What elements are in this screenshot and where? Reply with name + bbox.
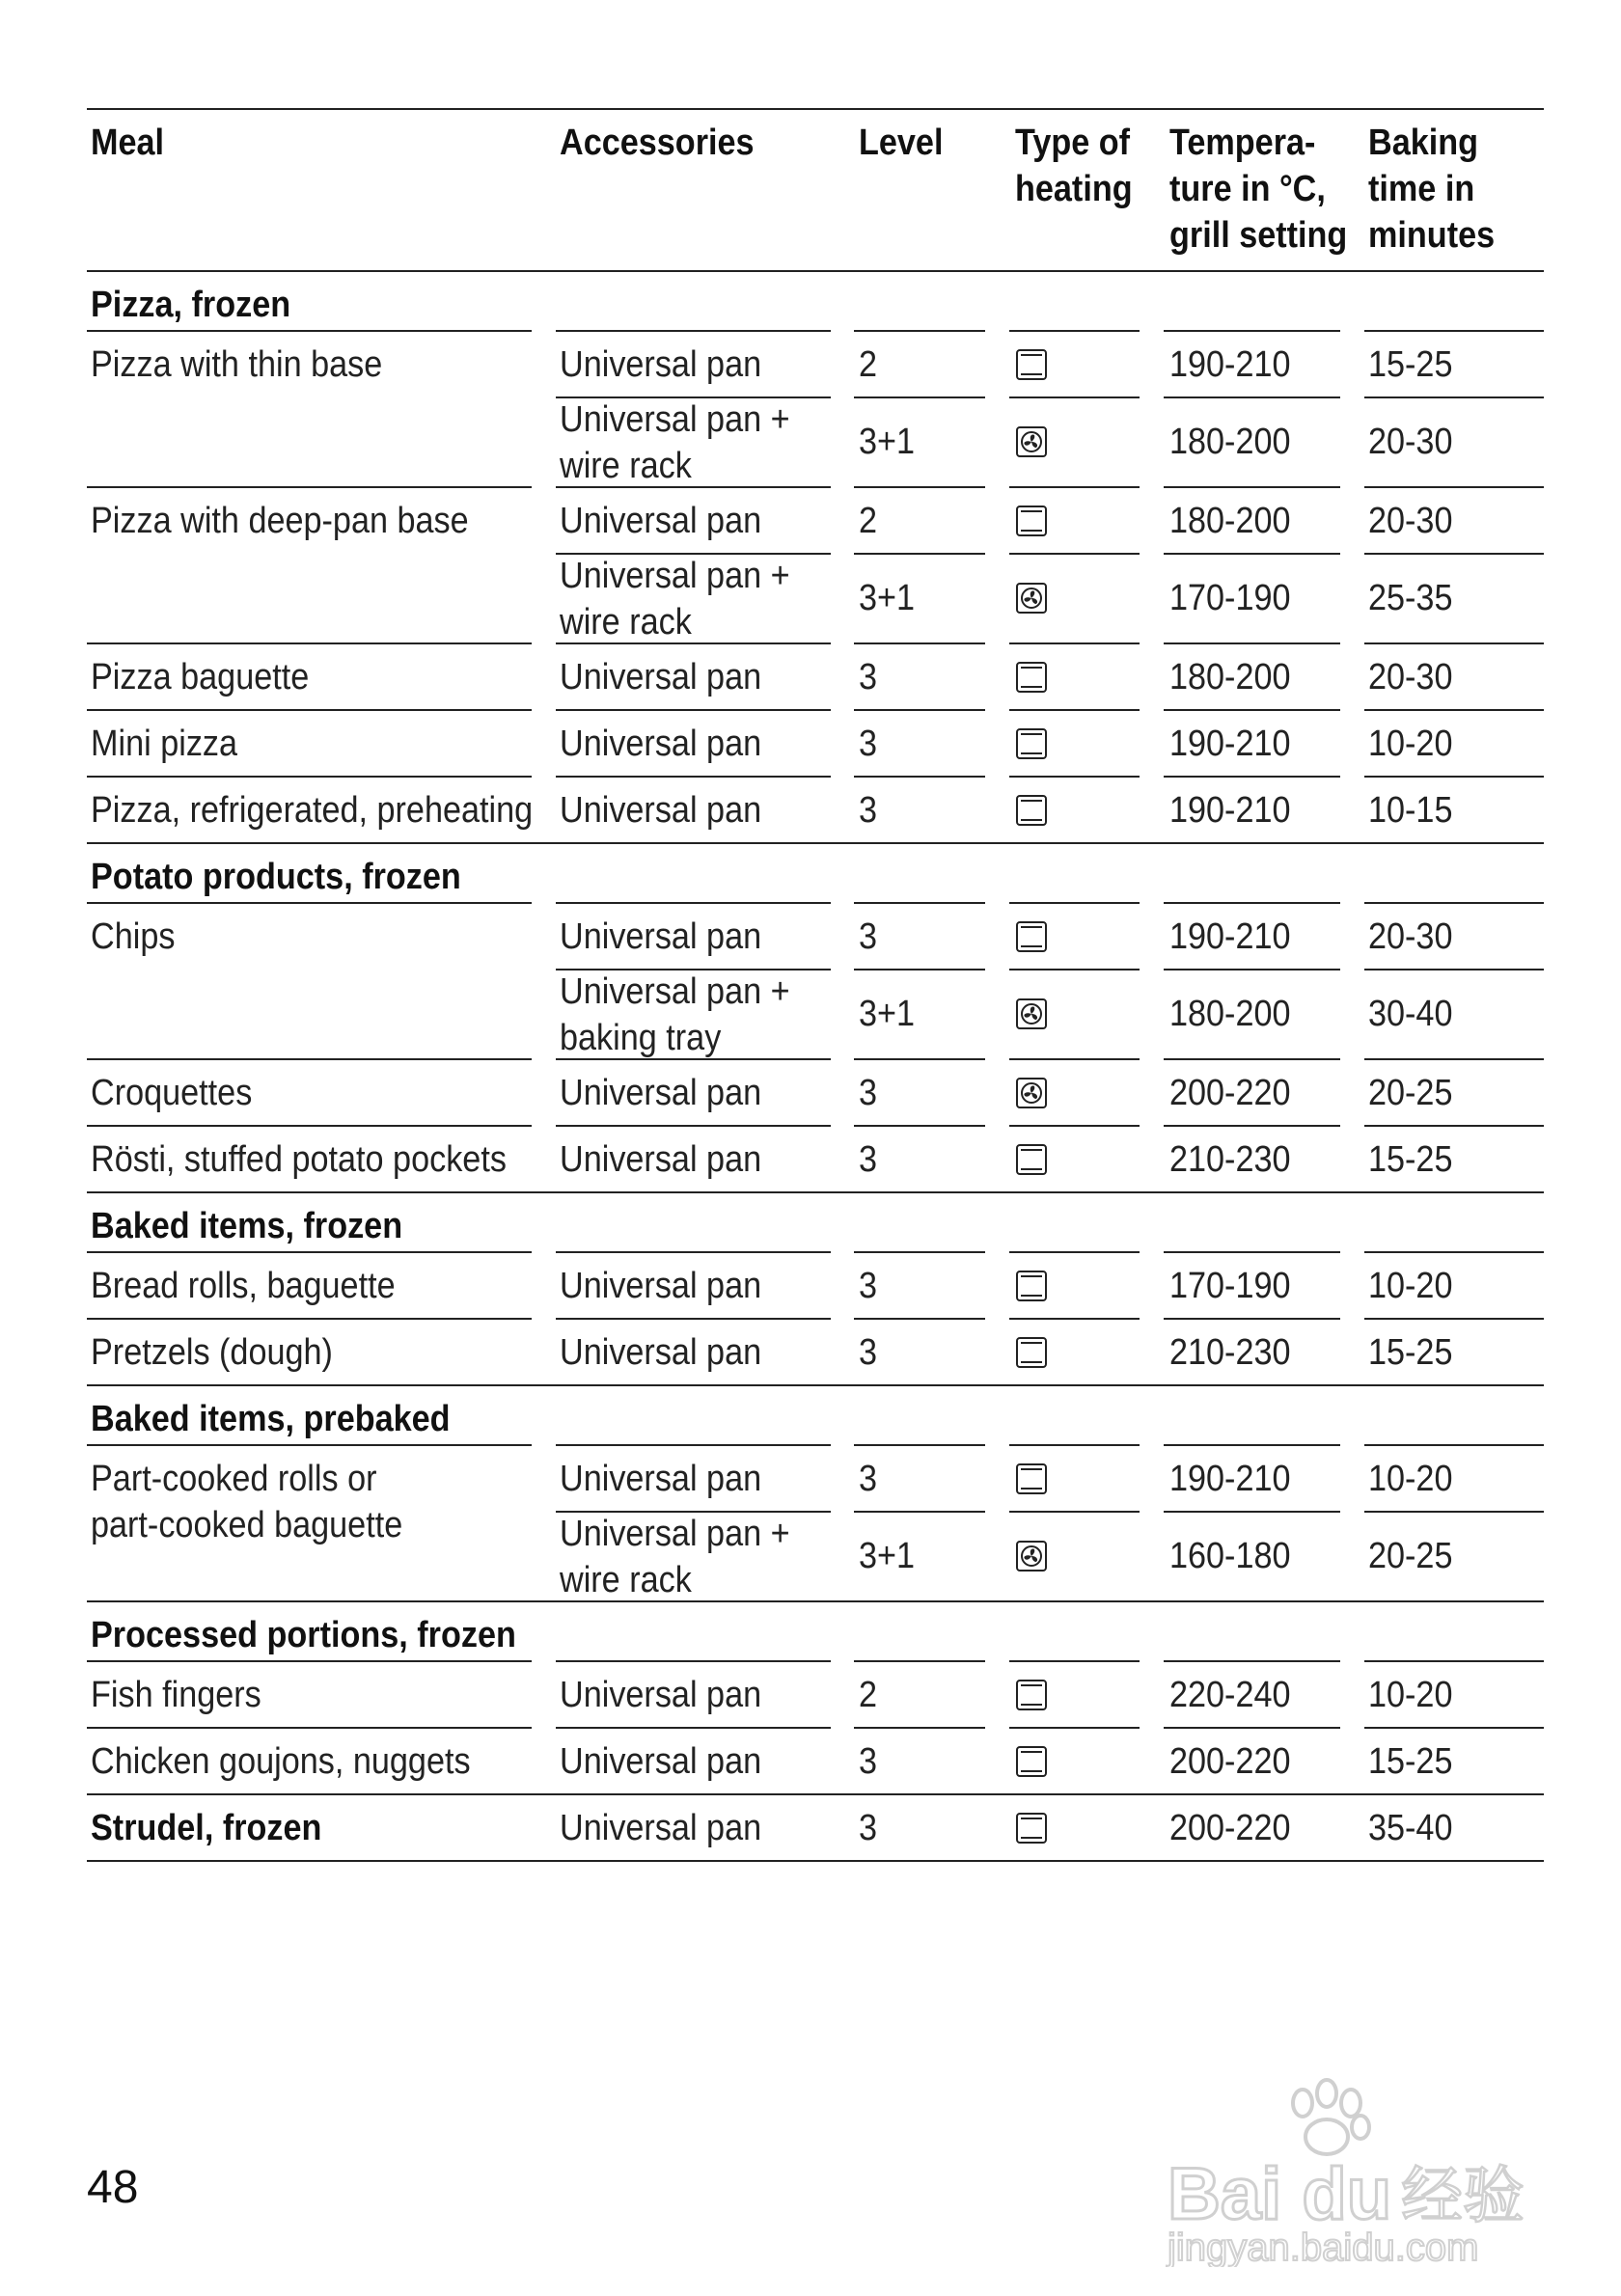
top-bottom-heat-icon: [1015, 794, 1048, 827]
baking-time-value: 10-20: [1368, 1675, 1453, 1715]
item-rule: [87, 1318, 532, 1320]
accessory: Universal pan: [560, 790, 762, 831]
item-rule: [1164, 642, 1340, 644]
section-title-rule: [556, 1660, 831, 1662]
item-rule: [1164, 776, 1340, 778]
level-value: 3: [859, 1139, 878, 1180]
top-bottom-heat-icon: [1015, 1143, 1048, 1176]
level-value: 3: [859, 916, 878, 957]
level-value: 3: [859, 1332, 878, 1373]
header-temperature-line: ture in °C,: [1169, 169, 1326, 209]
item-rule: [854, 1125, 985, 1127]
item-rule: [1364, 1125, 1544, 1127]
level-value: 3: [859, 1459, 878, 1499]
section-title: Processed portions, frozen: [91, 1615, 516, 1655]
item-rule: [854, 642, 985, 644]
item-rule: [1009, 776, 1140, 778]
accessory-line: wire rack: [560, 446, 692, 486]
item-rule: [87, 776, 532, 778]
paw-icon: [1293, 2080, 1369, 2154]
section-end-rule: [87, 1384, 1544, 1386]
section-title-rule: [1164, 1444, 1340, 1446]
section-title-rule: [556, 330, 831, 332]
item-rule: [1364, 776, 1544, 778]
section-title-rule: [1009, 1660, 1140, 1662]
level-value: 3: [859, 1741, 878, 1782]
meal-name: Pretzels (dough): [91, 1332, 333, 1373]
top-bottom-heat-icon: [1015, 1812, 1048, 1845]
row-rule: [1164, 396, 1340, 398]
item-rule: [1364, 1058, 1544, 1060]
row-rule: [1164, 969, 1340, 970]
level-value: 3: [859, 1073, 878, 1113]
section-title-rule: [1164, 1251, 1340, 1253]
level-value: 3+1: [859, 577, 916, 618]
section-title-rule: [87, 330, 532, 332]
section-title-inline: Strudel, frozen: [91, 1808, 322, 1848]
item-rule: [87, 642, 532, 644]
section-title-rule: [1364, 1660, 1544, 1662]
item-rule: [854, 1318, 985, 1320]
item-rule: [1009, 1727, 1140, 1729]
accessory-line: baking tray: [560, 1018, 722, 1058]
section-title-rule: [1009, 1251, 1140, 1253]
level-value: 3: [859, 724, 878, 764]
meal-name: Pizza with thin base: [91, 344, 383, 385]
meal-name: Pizza baguette: [91, 657, 310, 697]
temperature-value: 220-240: [1169, 1675, 1291, 1715]
accessory: Universal pan: [560, 1459, 762, 1499]
baking-time-value: 20-30: [1368, 501, 1453, 541]
meal-name: Rösti, stuffed potato pockets: [91, 1139, 507, 1180]
temperature-value: 190-210: [1169, 724, 1291, 764]
section-title: Pizza, frozen: [91, 285, 291, 325]
accessory: Universal pan: [560, 657, 762, 697]
temperature-value: 180-200: [1169, 657, 1291, 697]
section-title: Potato products, frozen: [91, 857, 461, 897]
top-bottom-heat-icon: [1015, 505, 1048, 537]
hot-air-fan-icon: [1015, 1077, 1048, 1109]
section-title-rule: [854, 1444, 985, 1446]
accessory: Universal pan: [560, 724, 762, 764]
page-number: 48: [87, 2162, 139, 2213]
top-bottom-heat-icon: [1015, 661, 1048, 694]
table-top-rule: [87, 108, 1544, 110]
section-title-rule: [1364, 1444, 1544, 1446]
section-title-rule: [854, 1251, 985, 1253]
meal-name: Chicken goujons, nuggets: [91, 1741, 471, 1782]
baking-time-value: 30-40: [1368, 993, 1453, 1034]
accessory-line: wire rack: [560, 1560, 692, 1600]
baking-time-value: 20-30: [1368, 916, 1453, 957]
header-time-line: Baking: [1368, 123, 1479, 163]
meal-name: Mini pizza: [91, 724, 238, 764]
item-rule: [854, 486, 985, 488]
section-end-rule: [87, 842, 1544, 844]
row-rule: [1364, 1511, 1544, 1513]
row-rule: [854, 969, 985, 970]
level-value: 2: [859, 344, 878, 385]
row-rule: [1009, 396, 1140, 398]
item-rule: [1364, 486, 1544, 488]
watermark-brand: Bai du: [1168, 2153, 1392, 2235]
section-title-rule: [87, 1444, 532, 1446]
temperature-value: 200-220: [1169, 1741, 1291, 1782]
accessory: Universal pan: [560, 1675, 762, 1715]
item-rule: [556, 642, 831, 644]
section-title: Baked items, frozen: [91, 1206, 403, 1246]
watermark-url: jingyan.baidu.com: [1168, 2227, 1479, 2267]
header-heating-line: heating: [1015, 169, 1133, 209]
meal-name: Part-cooked rolls or: [91, 1459, 377, 1499]
temperature-value: 180-200: [1169, 421, 1291, 462]
item-rule: [854, 1727, 985, 1729]
level-value: 3: [859, 1266, 878, 1306]
section-title-rule: [1164, 902, 1340, 904]
item-rule: [1364, 1318, 1544, 1320]
meal-name: Pizza with deep-pan base: [91, 501, 469, 541]
meal-name: Chips: [91, 916, 176, 957]
hot-air-fan-icon: [1015, 425, 1048, 458]
temperature-value: 190-210: [1169, 344, 1291, 385]
baking-time-value: 15-25: [1368, 344, 1453, 385]
item-rule: [556, 1125, 831, 1127]
item-rule: [556, 1727, 831, 1729]
header-meal: Meal: [91, 123, 165, 163]
item-rule: [87, 486, 532, 488]
item-rule: [1009, 486, 1140, 488]
section-end-rule: [87, 1600, 1544, 1602]
hot-air-fan-icon: [1015, 582, 1048, 615]
hot-air-fan-icon: [1015, 998, 1048, 1030]
header-temperature-line: Tempera-: [1169, 123, 1316, 163]
section-title-rule: [854, 1660, 985, 1662]
accessory: Universal pan: [560, 1808, 762, 1848]
meal-name: Pizza, refrigerated, preheating: [91, 790, 534, 831]
meal-name: part-cooked baguette: [91, 1505, 403, 1545]
section-title-rule: [1009, 330, 1140, 332]
temperature-value: 190-210: [1169, 916, 1291, 957]
item-rule: [1009, 1058, 1140, 1060]
accessory: Universal pan: [560, 1266, 762, 1306]
top-bottom-heat-icon: [1015, 1679, 1048, 1711]
item-rule: [854, 1058, 985, 1060]
temperature-value: 200-220: [1169, 1073, 1291, 1113]
temperature-value: 190-210: [1169, 1459, 1291, 1499]
top-bottom-heat-icon: [1015, 1745, 1048, 1778]
item-rule: [556, 776, 831, 778]
section-title-rule: [556, 902, 831, 904]
section-title-rule: [1164, 330, 1340, 332]
section-title-rule: [556, 1251, 831, 1253]
row-rule: [854, 396, 985, 398]
hot-air-fan-icon: [1015, 1540, 1048, 1572]
section-title-rule: [1009, 1444, 1140, 1446]
header-time-line: minutes: [1368, 215, 1496, 256]
level-value: 3+1: [859, 993, 916, 1034]
baking-time-value: 10-15: [1368, 790, 1453, 831]
baking-time-value: 20-25: [1368, 1535, 1453, 1576]
temperature-value: 210-230: [1169, 1139, 1291, 1180]
level-value: 3: [859, 657, 878, 697]
header-bottom-rule: [87, 270, 1544, 272]
level-value: 3: [859, 1808, 878, 1848]
item-rule: [1164, 486, 1340, 488]
row-rule: [854, 1511, 985, 1513]
accessory: Universal pan: [560, 1073, 762, 1113]
baking-time-value: 20-30: [1368, 421, 1453, 462]
item-rule: [87, 1058, 532, 1060]
row-rule: [1364, 969, 1544, 970]
baking-time-value: 10-20: [1368, 724, 1453, 764]
item-rule: [556, 486, 831, 488]
accessory-line: Universal pan +: [560, 556, 790, 596]
meal-name: Fish fingers: [91, 1675, 261, 1715]
row-rule: [1364, 396, 1544, 398]
section-title-rule: [854, 330, 985, 332]
row-rule: [1364, 553, 1544, 555]
accessory-line: Universal pan +: [560, 1514, 790, 1554]
accessory: Universal pan: [560, 501, 762, 541]
section-title-rule: [1164, 1660, 1340, 1662]
baking-time-value: 15-25: [1368, 1332, 1453, 1373]
accessory: Universal pan: [560, 344, 762, 385]
baking-time-value: 10-20: [1368, 1266, 1453, 1306]
top-bottom-heat-icon: [1015, 1270, 1048, 1302]
item-rule: [1009, 1125, 1140, 1127]
temperature-value: 190-210: [1169, 790, 1291, 831]
top-bottom-heat-icon: [1015, 1462, 1048, 1495]
item-rule: [87, 1727, 532, 1729]
baking-time-value: 10-20: [1368, 1459, 1453, 1499]
item-rule: [1364, 642, 1544, 644]
table-bottom-rule: [87, 1860, 1544, 1862]
temperature-value: 170-190: [1169, 577, 1291, 618]
section-title-rule: [854, 902, 985, 904]
meal-name: Bread rolls, baguette: [91, 1266, 396, 1306]
level-value: 3+1: [859, 421, 916, 462]
header-heating-line: Type of: [1015, 123, 1131, 163]
temperature-value: 180-200: [1169, 993, 1291, 1034]
accessory: Universal pan: [560, 1741, 762, 1782]
temperature-value: 170-190: [1169, 1266, 1291, 1306]
section-title-rule: [87, 1660, 532, 1662]
baidu-watermark-logo: [1148, 2074, 1553, 2267]
row-rule: [1164, 553, 1340, 555]
item-rule: [556, 1318, 831, 1320]
baking-time-value: 15-25: [1368, 1139, 1453, 1180]
item-rule: [556, 1058, 831, 1060]
baking-time-value: 20-30: [1368, 657, 1453, 697]
section-title-rule: [87, 902, 532, 904]
item-rule: [854, 709, 985, 711]
section-title-rule: [556, 1444, 831, 1446]
item-rule: [1009, 709, 1140, 711]
baking-time-value: 35-40: [1368, 1808, 1453, 1848]
accessory-line: wire rack: [560, 602, 692, 642]
top-bottom-heat-icon: [1015, 348, 1048, 381]
level-value: 3+1: [859, 1535, 916, 1576]
item-rule: [1164, 1318, 1340, 1320]
meal-name: Croquettes: [91, 1073, 253, 1113]
header-temperature-line: grill setting: [1169, 215, 1348, 256]
item-rule: [1364, 1727, 1544, 1729]
row-rule: [1009, 969, 1140, 970]
row-rule: [1164, 1511, 1340, 1513]
accessory-line: Universal pan +: [560, 399, 790, 440]
baking-time-value: 20-25: [1368, 1073, 1453, 1113]
row-rule: [854, 553, 985, 555]
baking-time-value: 15-25: [1368, 1741, 1453, 1782]
section-title-rule: [1364, 330, 1544, 332]
section-title-rule: [1009, 902, 1140, 904]
accessory-line: Universal pan +: [560, 971, 790, 1012]
level-value: 3: [859, 790, 878, 831]
temperature-value: 200-220: [1169, 1808, 1291, 1848]
item-rule: [1164, 709, 1340, 711]
item-rule: [1164, 1727, 1340, 1729]
temperature-value: 210-230: [1169, 1332, 1291, 1373]
accessory: Universal pan: [560, 1139, 762, 1180]
item-rule: [556, 709, 831, 711]
temperature-value: 160-180: [1169, 1535, 1291, 1576]
item-rule: [1009, 1318, 1140, 1320]
header-time-line: time in: [1368, 169, 1475, 209]
header-level: Level: [859, 123, 944, 163]
accessory: Universal pan: [560, 1332, 762, 1373]
item-rule: [1164, 1125, 1340, 1127]
section-title-rule: [1364, 902, 1544, 904]
item-rule: [87, 1125, 532, 1127]
section-title-rule: [87, 1251, 532, 1253]
temperature-value: 180-200: [1169, 501, 1291, 541]
watermark-cn: 经验: [1401, 2161, 1525, 2232]
accessory: Universal pan: [560, 916, 762, 957]
section-title: Baked items, prebaked: [91, 1399, 451, 1439]
row-rule: [1009, 553, 1140, 555]
row-rule: [1009, 1511, 1140, 1513]
section-end-rule: [87, 1793, 1544, 1795]
level-value: 2: [859, 1675, 878, 1715]
top-bottom-heat-icon: [1015, 920, 1048, 953]
section-title-rule: [1364, 1251, 1544, 1253]
item-rule: [854, 776, 985, 778]
top-bottom-heat-icon: [1015, 1336, 1048, 1369]
item-rule: [1009, 642, 1140, 644]
header-accessories: Accessories: [560, 123, 755, 163]
item-rule: [1364, 709, 1544, 711]
item-rule: [1164, 1058, 1340, 1060]
top-bottom-heat-icon: [1015, 727, 1048, 760]
level-value: 2: [859, 501, 878, 541]
item-rule: [87, 709, 532, 711]
baking-time-value: 25-35: [1368, 577, 1453, 618]
section-end-rule: [87, 1191, 1544, 1193]
